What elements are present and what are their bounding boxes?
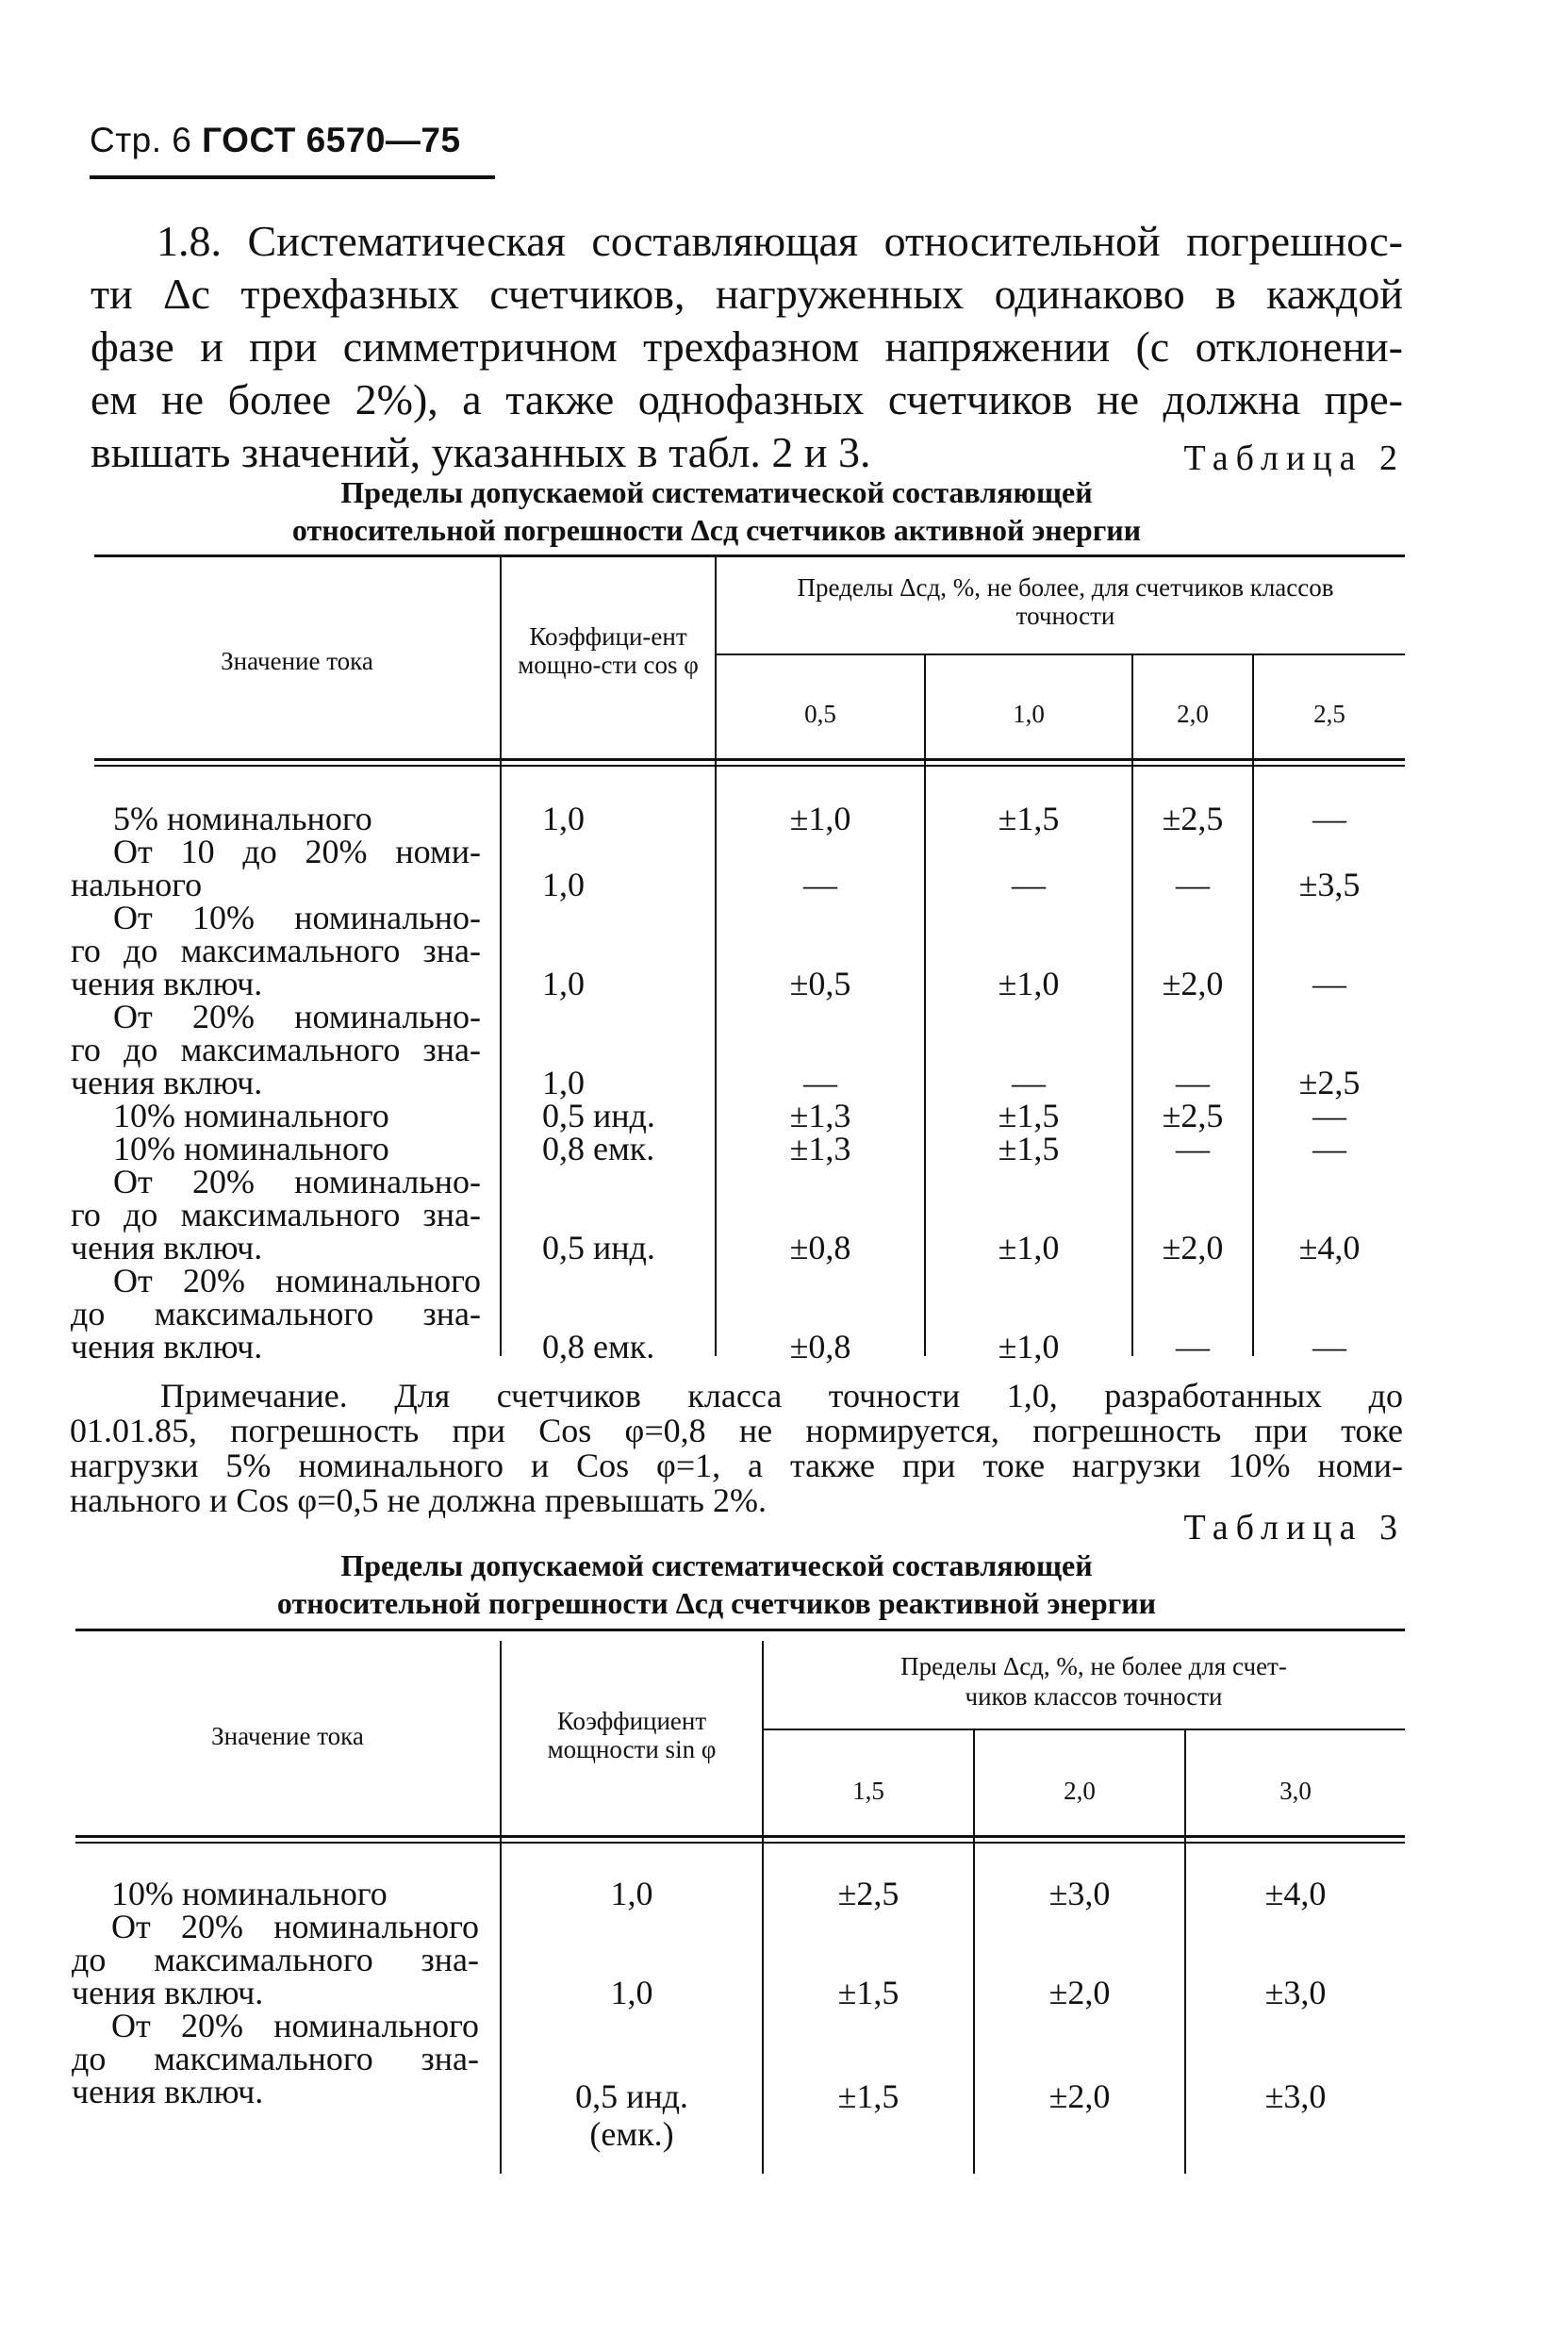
table2-title-line1: Пределы допускаемой систематической составляющей [340, 475, 1093, 509]
table2-cell-value: ±3,5 [1298, 866, 1361, 903]
table2-cell-pf: 0,5 инд. [542, 1097, 655, 1134]
table3-cell-current: до максимального зна- [72, 1941, 479, 1978]
table2-cell-value: ±1,5 [998, 1097, 1060, 1134]
table2-class: 2,5 [1313, 700, 1345, 728]
table2-cell-pf: 1,0 [542, 965, 585, 1002]
table2-cell-value: — [1012, 866, 1046, 903]
table3-cell-value: ±3,0 [1048, 1875, 1111, 1912]
table2-cell-value: ±1,0 [998, 1328, 1060, 1365]
table2-cell-pf: 0,8 емк. [542, 1130, 655, 1167]
paragraph-line: ем не более 2%), а также однофазных счетчиков не должна пре- [91, 375, 1403, 423]
table2-cell-current: го до максимального зна- [71, 1031, 481, 1068]
table2-cell-current: 5% номинального [113, 800, 372, 837]
table3-col-current: Значение тока [211, 1722, 364, 1750]
table3-class: 3,0 [1279, 1777, 1312, 1805]
table3-class: 1,5 [852, 1777, 884, 1805]
paragraph-line: вышать значений, указанных в табл. 2 и 3. [91, 428, 871, 476]
table3-cell-current: чения включ. [72, 1974, 264, 2011]
table2-cell-value: ±1,5 [998, 800, 1060, 837]
table3-cell-current: до максимального зна- [72, 2040, 479, 2077]
table2-title-line2: относительной погрешности Δсд счетчиков активной энергии [291, 513, 1142, 547]
note-line: 01.01.85, погрешность при Cos φ=0,8 не нормируется, погрешность при токе [70, 1412, 1403, 1449]
table2-class: 1,0 [1013, 700, 1045, 728]
table2-cell-value: ±2,0 [1162, 965, 1224, 1002]
table3-cell-value: ±2,0 [1048, 2077, 1111, 2115]
table3-header-bottom-rule2 [75, 1842, 1405, 1844]
paragraph-line: фазе и при симметричном трехфазном напряжении (с отклонени- [91, 323, 1403, 371]
table2-cell-current: чения включ. [71, 965, 263, 1002]
table3-cell-pf: 1,0 [610, 1875, 653, 1912]
table2-cell-value: — [1312, 1130, 1346, 1167]
table2-cell-pf: 1,0 [542, 1064, 585, 1101]
table2-cell-value: — [1176, 1328, 1210, 1365]
table2-cell-current: 10% номинального [113, 1097, 389, 1134]
table2-cell-value: ±1,3 [789, 1097, 851, 1134]
table3-top-rule [75, 1629, 1405, 1631]
table3-cell-value: ±2,5 [837, 1875, 900, 1912]
table2-class: 0,5 [804, 700, 836, 728]
table2-label: Таблица 2 [1183, 438, 1405, 478]
table3-title-line1: Пределы допускаемой систематической составляющей [340, 1548, 1093, 1582]
table2-cell-value: — [1312, 1328, 1346, 1365]
note-line: Примечание. Для счетчиков класса точности 1,0, разработанных до [160, 1377, 1403, 1414]
table2-cell-value: ±2,0 [1162, 1229, 1224, 1266]
table3-title-line2: относительной погрешности Δсд счетчиков реактивной энергии [276, 1586, 1157, 1620]
standard-code: ГОСТ 6570—75 [202, 121, 461, 159]
table3-cell-value: ±1,5 [837, 2077, 900, 2115]
note-line: нагрузки 5% номинального и Cos φ=1, а также при токе нагрузки 10% номи- [70, 1447, 1403, 1484]
note-line: нального и Cos φ=0,5 не должна превышать 2%. [70, 1481, 767, 1519]
table3-cell-value: ±2,0 [1048, 1974, 1111, 2011]
table2-cell-value: ±2,5 [1162, 800, 1224, 837]
table2-cell-value: ±0,8 [789, 1328, 851, 1365]
table2-cell-current: От 20% номинального [113, 1262, 481, 1299]
table3-cell-current: От 20% номинального [111, 1908, 479, 1945]
table3-subheader-rule [764, 1729, 1405, 1730]
table2-cell-value: ±2,5 [1298, 1064, 1361, 1101]
table3-cell-value: ±3,0 [1264, 1974, 1327, 2011]
table3-cell-pf: 1,0 [610, 1974, 653, 2011]
table3-cell-value: ±3,0 [1264, 2077, 1327, 2115]
table2-cell-pf: 1,0 [542, 866, 585, 903]
table2-cell-value: ±2,5 [1162, 1097, 1224, 1134]
page-number: Стр. 6 [90, 121, 192, 159]
table3-cell-value: ±4,0 [1264, 1875, 1327, 1912]
table2-col-pf: Коэффици-ент мощно-сти cos φ [518, 622, 699, 679]
table2-cell-current: От 10 до 20% номи- [113, 833, 481, 870]
table2-cell-value: — [1312, 800, 1346, 837]
table2-cell-current: чения включ. [71, 1064, 263, 1101]
table3-cell-pf: (емк.) [589, 2115, 674, 2153]
table2-cell-current: го до максимального зна- [71, 1196, 481, 1233]
table2-cell-value: ±0,8 [789, 1229, 851, 1266]
table2-cell-value: ±1,5 [998, 1130, 1060, 1167]
table2-cell-value: — [1176, 866, 1210, 903]
table3-header-bottom-rule [75, 1835, 1405, 1838]
table2-cell-pf: 0,5 инд. [542, 1229, 655, 1266]
table2-cell-value: ±1,0 [998, 965, 1060, 1002]
table2-cell-value: — [803, 866, 837, 903]
table3-cell-value: ±1,5 [837, 1974, 900, 2011]
table3-col-limits-line1: Пределы Δсд, %, не более для счет- [900, 1652, 1287, 1680]
table3-cell-current: 10% номинального [111, 1875, 388, 1912]
table2-cell-value: ±1,3 [789, 1130, 851, 1167]
table2-cell-value: — [803, 1064, 837, 1101]
table2-cell-pf: 1,0 [542, 800, 585, 837]
table2-cell-current: чения включ. [71, 1328, 263, 1365]
table2-cell-current: От 20% номинально- [113, 1163, 481, 1200]
table2-cell-value: ±1,0 [789, 800, 851, 837]
table3-col-pf-line1: Коэффициент [556, 1707, 707, 1735]
table2-col-current: Значение тока [221, 647, 373, 675]
table3-cell-current: От 20% номинального [111, 2007, 479, 2044]
table3-cell-pf: 0,5 инд. [575, 2077, 688, 2115]
table2-cell-current: 10% номинального [113, 1130, 389, 1167]
table2-cell-current: нального [71, 866, 203, 903]
table2-cell-value: — [1176, 1130, 1210, 1167]
table2-col-limits: Пределы Δсд, %, не более, для счетчиков классов точности [797, 573, 1334, 630]
table2-cell-value: — [1012, 1064, 1046, 1101]
table2-cell-value: — [1176, 1064, 1210, 1101]
table3-cell-current: чения включ. [72, 2073, 264, 2110]
table2-cell-value: — [1312, 965, 1346, 1002]
table3-class: 2,0 [1064, 1777, 1096, 1805]
table3-label: Таблица 3 [1183, 1508, 1405, 1547]
paragraph-line: ти Δс трехфазных счетчиков, нагруженных одинаково в каждой [91, 270, 1403, 318]
table2-cell-value: ±4,0 [1298, 1229, 1361, 1266]
table2-cell-current: От 10% номинально- [113, 899, 481, 936]
table3-col-pf-line2: мощности sin φ [547, 1735, 717, 1763]
table3-col-limits-line2: чиков классов точности [965, 1682, 1223, 1711]
table2-class: 2,0 [1177, 700, 1209, 728]
table2-cell-current: чения включ. [71, 1229, 263, 1266]
paragraph-line: 1.8. Систематическая составляющая относительной погрешнос- [157, 217, 1403, 265]
table2-cell-current: до максимального зна- [71, 1295, 481, 1332]
table2-cell-value: ±1,0 [998, 1229, 1060, 1266]
table2-cell-pf: 0,8 емк. [542, 1328, 655, 1365]
table2-cell-value: ±0,5 [789, 965, 851, 1002]
table2-cell-current: го до максимального зна- [71, 932, 481, 969]
table2-cell-current: От 20% номинально- [113, 998, 481, 1035]
table2-cell-value: — [1312, 1097, 1346, 1134]
